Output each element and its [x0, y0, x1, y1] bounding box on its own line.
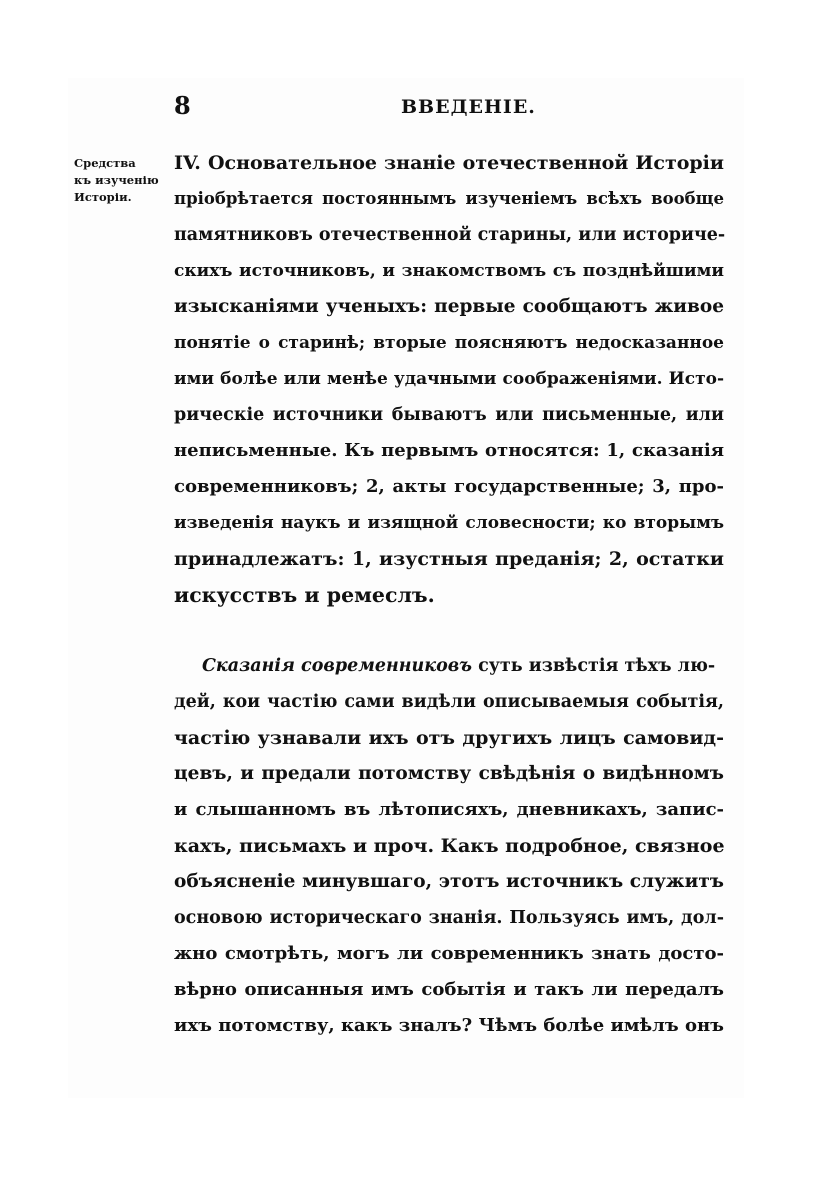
margin-note-line: Исторіи.: [74, 190, 132, 204]
text-line: и слышанномъ въ лѣтописяхъ, дневникахъ, запис-: [174, 799, 724, 820]
text-line: пріобрѣтается постояннымъ изученіемъ всѣхъ вообще: [174, 189, 724, 208]
text-line: объясненіе минувшаго, этотъ источникъ служитъ: [174, 871, 724, 892]
section-iv-paragraph: [174, 145, 724, 613]
text-line: частію узнавали ихъ отъ другихъ лицъ самовид-: [174, 727, 724, 749]
text-line: изысканіями ученыхъ: первые сообщаютъ живое: [174, 296, 724, 317]
text-line: современниковъ; 2, акты государственные; 3, про-: [174, 476, 724, 497]
text-line: цевъ, и предали потомству свѣдѣнія о видѣнномъ: [174, 763, 724, 784]
margin-note: [74, 155, 174, 206]
page-number: 8: [174, 91, 191, 120]
text-fragment: суть извѣстія тѣхъ лю-: [471, 656, 716, 676]
text-line: памятниковъ отечественной старины, или историче-: [174, 225, 726, 245]
text-line: вѣрно описанныя имъ событія и такъ ли передалъ: [174, 979, 724, 1000]
italic-term: Сказанія современниковъ: [202, 656, 472, 676]
text-line: искусствъ и ремеслъ.: [174, 583, 435, 607]
margin-note-line: къ изученію: [74, 173, 159, 187]
text-line: принадлежатъ: 1, изустныя преданія; 2, остатки: [174, 548, 724, 570]
running-title: ВВЕДЕНІЕ.: [401, 96, 536, 118]
text-line: ими болѣе или менѣе удачными соображеніями. Исто-: [174, 369, 724, 389]
margin-note-line: Средства: [74, 156, 136, 170]
text-line: понятіе о старинѣ; вторые поясняютъ недосказанное: [174, 333, 724, 353]
text-line: кахъ, письмахъ и проч. Какъ подробное, связное: [174, 835, 725, 857]
text-line: IV. Основательное знаніе отечественной Исторіи: [174, 152, 724, 174]
text-line: рическіе источники бываютъ или письменные, или: [174, 405, 724, 425]
text-line: [174, 648, 724, 684]
text-line: основою историческаго знанія. Пользуясь имъ, дол-: [174, 908, 724, 928]
section-skazaniya-paragraph: [174, 648, 724, 1044]
text-line: ихъ потомству, какъ зналъ? Чѣмъ болѣе имѣлъ онъ: [174, 1015, 724, 1036]
text-line: дей, кои частію сами видѣли описываемыя событія,: [174, 692, 724, 712]
text-line: изведенія наукъ и изящной словесности; ко вторымъ: [174, 513, 724, 533]
text-line: неписьменные. Къ первымъ относятся: 1, сказанія: [174, 440, 724, 461]
text-line: скихъ источниковъ, и знакомствомъ съ позднѣйшими: [174, 261, 724, 281]
text-line: жно смотрѣть, могъ ли современникъ знать досто-: [174, 943, 724, 964]
